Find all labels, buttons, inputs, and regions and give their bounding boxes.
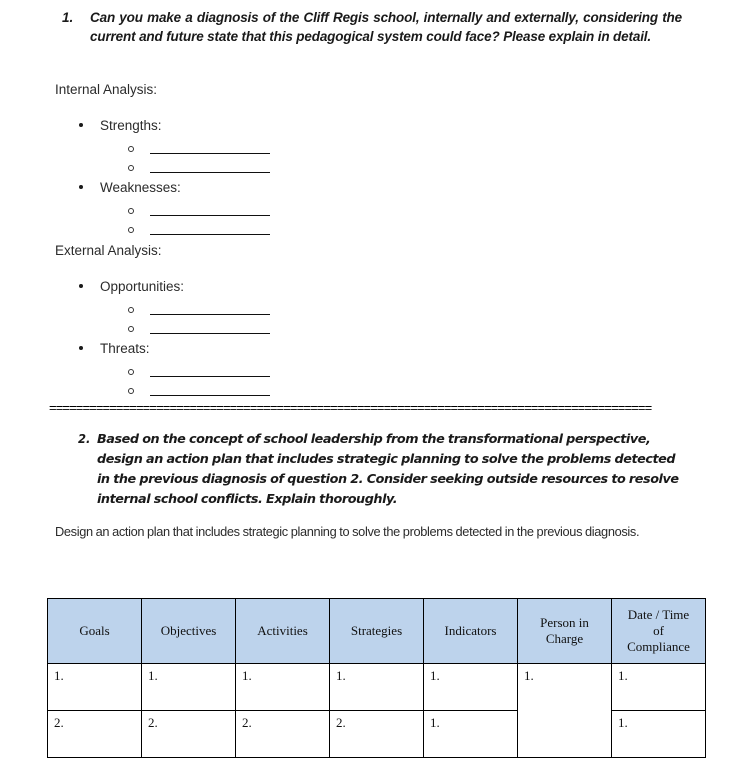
column-header-goals: Goals bbox=[48, 599, 142, 664]
list-item-label: Weaknesses: bbox=[100, 180, 181, 195]
blank-answer-line[interactable] bbox=[0, 382, 450, 401]
list-item-label: Strengths: bbox=[100, 118, 162, 133]
blank-answer-line[interactable] bbox=[0, 159, 450, 178]
blank-answer-line[interactable] bbox=[0, 301, 450, 320]
hollow-bullet-icon bbox=[128, 369, 134, 375]
cell-date-time[interactable]: 1. bbox=[612, 664, 706, 711]
hollow-bullet-icon bbox=[128, 208, 134, 214]
header-line: of bbox=[653, 623, 664, 638]
answer-rule bbox=[150, 395, 270, 396]
list-item-strengths bbox=[0, 116, 450, 140]
cell-indicators[interactable]: 1. bbox=[424, 711, 518, 758]
table-row bbox=[48, 664, 706, 711]
table-header-row bbox=[48, 599, 706, 664]
column-header-objectives: Objectives bbox=[142, 599, 236, 664]
hollow-bullet-icon bbox=[128, 326, 134, 332]
external-analysis-list bbox=[0, 277, 450, 401]
cell-person-in-charge[interactable]: 1. bbox=[518, 664, 612, 758]
question-2-paragraph: Design an action plan that includes strategic planning to solve the problems detected in the previous diagnosis. bbox=[55, 524, 640, 539]
list-item-label: Opportunities: bbox=[100, 279, 185, 294]
list-item-threats bbox=[0, 339, 450, 363]
column-header-indicators: Indicators bbox=[424, 599, 518, 664]
column-header-person-in-charge bbox=[518, 599, 612, 664]
cell-date-time[interactable]: 1. bbox=[612, 711, 706, 758]
cell-objectives[interactable]: 1. bbox=[142, 664, 236, 711]
hollow-bullet-icon bbox=[128, 165, 134, 171]
answer-rule bbox=[150, 234, 270, 235]
blank-answer-line[interactable] bbox=[0, 202, 450, 221]
header-line: Compliance bbox=[627, 639, 690, 654]
blank-answer-line[interactable] bbox=[0, 320, 450, 339]
question-2 bbox=[78, 430, 688, 510]
cell-activities[interactable]: 1. bbox=[236, 664, 330, 711]
blank-answer-line[interactable] bbox=[0, 221, 450, 240]
cell-objectives[interactable]: 2. bbox=[142, 711, 236, 758]
answer-rule bbox=[150, 153, 270, 154]
hollow-bullet-icon bbox=[128, 146, 134, 152]
action-plan-table bbox=[47, 598, 706, 758]
question-2-number: 2. bbox=[78, 432, 91, 447]
cell-indicators[interactable]: 1. bbox=[424, 664, 518, 711]
hollow-bullet-icon bbox=[128, 227, 134, 233]
bullet-dot-icon bbox=[79, 123, 83, 127]
hollow-bullet-icon bbox=[128, 388, 134, 394]
answer-rule bbox=[150, 333, 270, 334]
question-2-text: Based on the concept of school leadership from the transformational perspective, design an action plan that includes strategic planning to solve the problems detected in the previous diagnosis of question 2. Consider seeking outside resources to resolve internal school conflicts. Explain thoroughly. bbox=[97, 432, 679, 507]
cell-strategies[interactable]: 2. bbox=[330, 711, 424, 758]
list-item-opportunities bbox=[0, 277, 450, 301]
question-1-number: 1. bbox=[62, 10, 74, 25]
cell-activities[interactable]: 2. bbox=[236, 711, 330, 758]
hollow-bullet-icon bbox=[128, 307, 134, 313]
list-item-weaknesses bbox=[0, 178, 450, 202]
question-1 bbox=[62, 8, 682, 46]
header-line: Date / Time bbox=[627, 607, 690, 622]
list-item-label: Threats: bbox=[100, 341, 150, 356]
bullet-dot-icon bbox=[79, 284, 83, 288]
header-line: Person in bbox=[540, 615, 589, 630]
answer-rule bbox=[150, 172, 270, 173]
internal-analysis-list bbox=[0, 116, 450, 240]
column-header-strategies: Strategies bbox=[330, 599, 424, 664]
blank-answer-line[interactable] bbox=[0, 363, 450, 382]
external-analysis-heading: External Analysis: bbox=[55, 243, 162, 258]
answer-rule bbox=[150, 376, 270, 377]
blank-answer-line[interactable] bbox=[0, 140, 450, 159]
cell-strategies[interactable]: 1. bbox=[330, 664, 424, 711]
internal-analysis-heading: Internal Analysis: bbox=[55, 82, 158, 97]
column-header-activities: Activities bbox=[236, 599, 330, 664]
column-header-date-time-of-compliance bbox=[612, 599, 706, 664]
section-separator: ========================================================================================== bbox=[49, 401, 652, 415]
answer-rule bbox=[150, 215, 270, 216]
cell-goals[interactable]: 2. bbox=[48, 711, 142, 758]
header-line: Charge bbox=[545, 631, 584, 646]
bullet-dot-icon bbox=[79, 346, 83, 350]
answer-rule bbox=[150, 314, 270, 315]
bullet-dot-icon bbox=[79, 185, 83, 189]
cell-goals[interactable]: 1. bbox=[48, 664, 142, 711]
question-1-text: Can you make a diagnosis of the Cliff Regis school, internally and externally, considering the current and future state that this pedagogical system could face? Please explain in detail. bbox=[90, 10, 682, 44]
